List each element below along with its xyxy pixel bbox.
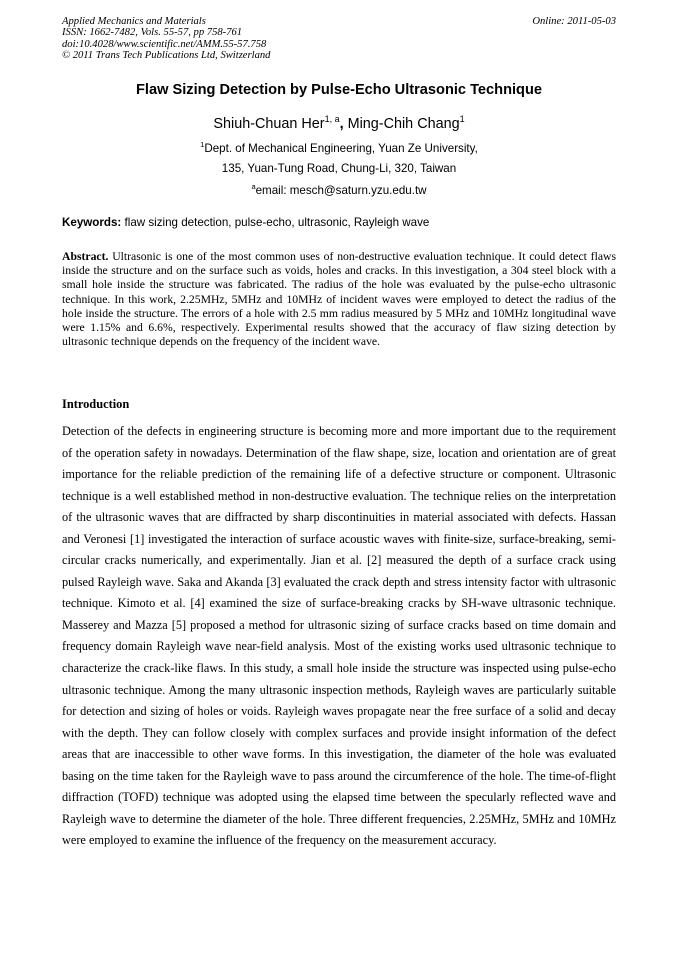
introduction-body: Detection of the defects in engineering structure is becoming more and more important due to the requirement of the operation safety in nowadays. Determination of the flaw shape, size, location and orientation are of great importance for the reliable prediction of the remaining life of a defective structure or component. Ultrasonic technique is a well established method in non-destructive evaluation. The technique relies on the interpretation of the ultrasonic waves that are diffracted by sharp discontinuities in material associated with defects. Hassan and Veronesi [1] investigated the interaction of surface acoustic waves with finite-size, surface-breaking, semi-circular cracks numerically, and experimentally. Jian et al. [2] measured the depth of a surface crack using pulsed Rayleigh wave. Saka and Akanda [3] evaluated the crack depth and stress intensity factor with ultrasonic technique. Kimoto et al. [4] examined the size of surface-breaking cracks by SH-wave ultrasonic technique. Masserey and Mazza [5] proposed a method for ultrasonic sizing of surface cracks based on time domain and frequency domain Rayleigh wave near-field analysis. Most of the existing works used ultrasonic technique to characterize the crack-like flaws. In this study, a small hole inside the structure was inspected using pulse-echo ultrasonic technique. Among the many ultrasonic inspection methods, Rayleigh waves are particularly suitable for detection and sizing of holes or voids. Rayleigh waves propagate near the free surface of a solid and decay with the depth. They can follow closely with complex surfaces and provide insight information of the defect areas that are inaccessible to other wave forms. In this investigation, the diameter of the hole was evaluated basing on the time taken for the Rayleigh wave to pass around the circumference of the hole. The time-of-flight diffraction (TOFD) technique was adopted using the elapsed time between the specularly reflected wave and Rayleigh wave to determine the diameter of the hole. Three different frequencies, 2.25MHz, 5MHz and 10MHz were employed to examine the influence of the frequency on the measurement accuracy. [62, 424, 616, 848]
keywords [62, 216, 616, 229]
author-separator: , [339, 115, 344, 132]
journal-name: Applied Mechanics and Materials [62, 16, 206, 27]
abstract [62, 250, 616, 349]
email-mark: a [251, 182, 256, 191]
abstract-label: Abstract. [62, 250, 109, 263]
doi-line: doi:10.4028/www.scientific.net/AMM.55-57.758 [62, 38, 267, 50]
affiliation-address: 135, Yuan-Tung Road, Chung-Li, 320, Taiwan [221, 162, 457, 175]
affiliation-dept-text: Dept. of Mechanical Engineering, Yuan Ze University, [204, 141, 478, 155]
author-list [62, 114, 616, 132]
keywords-text: flaw sizing detection, pulse-echo, ultrasonic, Rayleigh wave [124, 216, 430, 229]
author-name: Ming-Chih Chang [347, 115, 460, 132]
author-name: Shiuh-Chuan Her [213, 115, 325, 132]
affiliation-email [62, 182, 616, 197]
affiliation-dept [62, 140, 616, 155]
online-date: Online: 2011-05-03 [532, 16, 616, 27]
introduction-heading: Introduction [62, 397, 130, 411]
copyright-line: © 2011 Trans Tech Publications Ltd, Switzerland [62, 50, 271, 62]
journal-header [62, 16, 616, 62]
keywords-label: Keywords: [62, 216, 122, 229]
author-affiliation-mark: 1 [459, 114, 465, 124]
affiliation-mark: 1 [200, 140, 205, 149]
issn-line: ISSN: 1662-7482, Vols. 55-57, pp 758-761 [62, 27, 243, 39]
abstract-text: Ultrasonic is one of the most common uses of non-destructive evaluation technique. It could detect flaws inside the structure and on the surface such as voids, holes and cracks. In this investigation, a 304 steel block with a small hole inside the structure was fabricated. The radius of the hole was evaluated by the pulse-echo ultrasonic technique. In this work, 2.25MHz, 5MHz and 10MHz of incident waves were employed to detect the radius of the hole inside the structure. The errors of a hole with 2.5 mm radius measured by 5 MHz and 10MHz longitudinal wave were 1.15% and 6.6%, respectively. Experimental results showed that the accuracy of flaw sizing detection by ultrasonic technique depends on the frequency of the incident wave. [62, 250, 616, 349]
email-text: email: mesch@saturn.yzu.edu.tw [255, 183, 427, 197]
paper-title: Flaw Sizing Detection by Pulse-Echo Ultrasonic Technique [136, 82, 542, 98]
author-affiliation-mark: 1, a [324, 114, 340, 124]
